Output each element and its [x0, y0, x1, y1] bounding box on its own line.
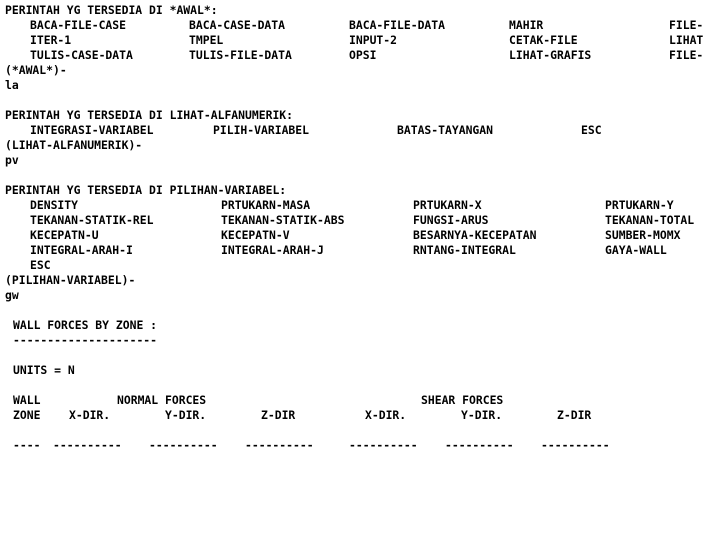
column-group-normal-forces: NORMAL FORCES — [117, 393, 207, 407]
menu-item-integrasi-variabel[interactable]: INTEGRASI-VARIABEL — [30, 123, 154, 137]
pilihan-menu-row — [0, 243, 667, 258]
menu-item-file-truncated[interactable]: FILE- — [669, 48, 704, 62]
pilihan-menu-row — [0, 198, 674, 213]
menu-item-prtukarn-x[interactable]: PRTUKARN-X — [413, 198, 482, 212]
awal-menu-row — [0, 48, 704, 63]
menu-item-prtukarn-masa[interactable]: PRTUKARN-MASA — [221, 198, 311, 212]
menu-item-fungsi-arus[interactable]: FUNGSI-ARUS — [413, 213, 489, 227]
menu-item-kecepatn-u[interactable]: KECEPATN-U — [30, 228, 99, 242]
menu-item-esc[interactable]: ESC — [581, 123, 602, 137]
menu-item-tmpel[interactable]: TMPEL — [189, 33, 224, 47]
menu-item-besarnya-kecepatan[interactable]: BESARNYA-KECEPATAN — [413, 228, 537, 242]
menu-item-lihat-truncated[interactable]: LIHAT — [669, 33, 704, 47]
menu-item-opsi[interactable]: OPSI — [349, 48, 377, 62]
menu-item-density[interactable]: DENSITY — [30, 198, 79, 212]
menu-item-mahir[interactable]: MAHIR — [509, 18, 544, 32]
table-header-row — [0, 393, 504, 408]
column-header-shear-x: X-DIR. — [365, 408, 407, 422]
menu-item-kecepatn-v[interactable]: KECEPATN-V — [221, 228, 290, 242]
menu-item-integral-arah-i[interactable]: INTEGRAL-ARAH-I — [30, 243, 133, 257]
column-header-shear-y: Y-DIR. — [461, 408, 503, 422]
menu-item-sumber-momx[interactable]: SUMBER-MOMX — [605, 228, 681, 242]
menu-item-input-2[interactable]: INPUT-2 — [349, 33, 398, 47]
table-separator-row: ---- ---------- ---------- ---------- ---------- ---------- ---------- — [13, 438, 610, 452]
alfa-menu-row — [0, 123, 602, 138]
menu-item-tekanan-statik-rel[interactable]: TEKANAN-STATIK-REL — [30, 213, 154, 227]
menu-item-tulis-case-data[interactable]: TULIS-CASE-DATA — [30, 48, 133, 62]
menu-item-gaya-wall[interactable]: GAYA-WALL — [605, 243, 667, 257]
column-header-normal-y: Y-DIR. — [165, 408, 207, 422]
terminal-window: PERINTAH YG TERSEDIA DI *AWAL*: BACA-FILE-CASE BACA-CASE-DATA BACA-FILE-DATA MAHIR FILE- ITER-1 TMPEL INPUT-2 CETAK-FILE LIHAT TULIS-CASE-DATA TULIS-FILE-DATA OPSI LIHAT-GRAFIS FILE- (*AWAL*)- la PERINTAH YG TERSEDIA DI LIHAT-ALFANUMERIK: INTEGRASI-VARIABEL PILIH-VARIABEL BATAS-TAYANGAN ESC (LIHAT-ALFANUMERIK)- pv PERINTAH YG TERSEDIA DI PILIHAN-VARIABEL: DENSITY PRTUKARN-MASA PRTUKARN-X PRTUKARN-Y TEKANAN-STATIK-REL TEKANAN-STATIK-ABS FUNGSI-ARUS TEKANAN-TOTAL KECEPATN-U KECEPATN-V BESARNYA-KECEPATAN SUMBER-MOMX INTEGRAL-ARAH-I INTEGRAL-ARAH-J RNTANG-INTEGRAL GAYA-WALL ESC (PILIHAN-VARIABEL)- gw WALL FORCES BY ZONE : --------------------- UNITS = N WALL NORMAL FORCES SHEAR FORCES ZONE X-DIR. Y-DIR. Z-DIR X-DIR. Y-DIR. Z-DIR ---- ---------- ---------- ---------- ---------- ---------- ---------- — [0, 0, 708, 540]
table-header-row — [0, 408, 592, 423]
column-header-shear-z: Z-DIR — [557, 408, 592, 422]
menu-item-tekanan-total[interactable]: TEKANAN-TOTAL — [605, 213, 695, 227]
menu-item-batas-tayangan[interactable]: BATAS-TAYANGAN — [397, 123, 494, 137]
menu-item-rntang-integral[interactable]: RNTANG-INTEGRAL — [413, 243, 516, 257]
awal-menu-row — [0, 18, 704, 33]
menu-item-prtukarn-y[interactable]: PRTUKARN-Y — [605, 198, 674, 212]
menu-item-baca-file-case[interactable]: BACA-FILE-CASE — [30, 18, 127, 32]
menu-item-esc[interactable]: ESC — [30, 258, 51, 272]
column-header-zone: ZONE — [13, 408, 41, 422]
menu-item-lihat-grafis[interactable]: LIHAT-GRAFIS — [509, 48, 592, 62]
menu-item-tulis-file-data[interactable]: TULIS-FILE-DATA — [189, 48, 292, 62]
menu-item-tekanan-statik-abs[interactable]: TEKANAN-STATIK-ABS — [221, 213, 345, 227]
pilihan-menu-row — [0, 228, 681, 243]
menu-item-baca-file-data[interactable]: BACA-FILE-DATA — [349, 18, 446, 32]
menu-item-baca-case-data[interactable]: BACA-CASE-DATA — [189, 18, 286, 32]
menu-item-cetak-file[interactable]: CETAK-FILE — [509, 33, 578, 47]
column-group-shear-forces: SHEAR FORCES — [421, 393, 504, 407]
column-header-normal-x: X-DIR. — [69, 408, 111, 422]
menu-item-integral-arah-j[interactable]: INTEGRAL-ARAH-J — [221, 243, 324, 257]
menu-item-file-truncated[interactable]: FILE- — [669, 18, 704, 32]
pilihan-menu-row — [0, 213, 695, 228]
awal-menu-row — [0, 33, 704, 48]
menu-item-iter-1[interactable]: ITER-1 — [30, 33, 72, 47]
menu-item-pilih-variabel[interactable]: PILIH-VARIABEL — [213, 123, 310, 137]
pilihan-menu-row — [0, 258, 51, 273]
column-header-normal-z: Z-DIR — [261, 408, 296, 422]
column-header-wall: WALL — [13, 393, 41, 407]
